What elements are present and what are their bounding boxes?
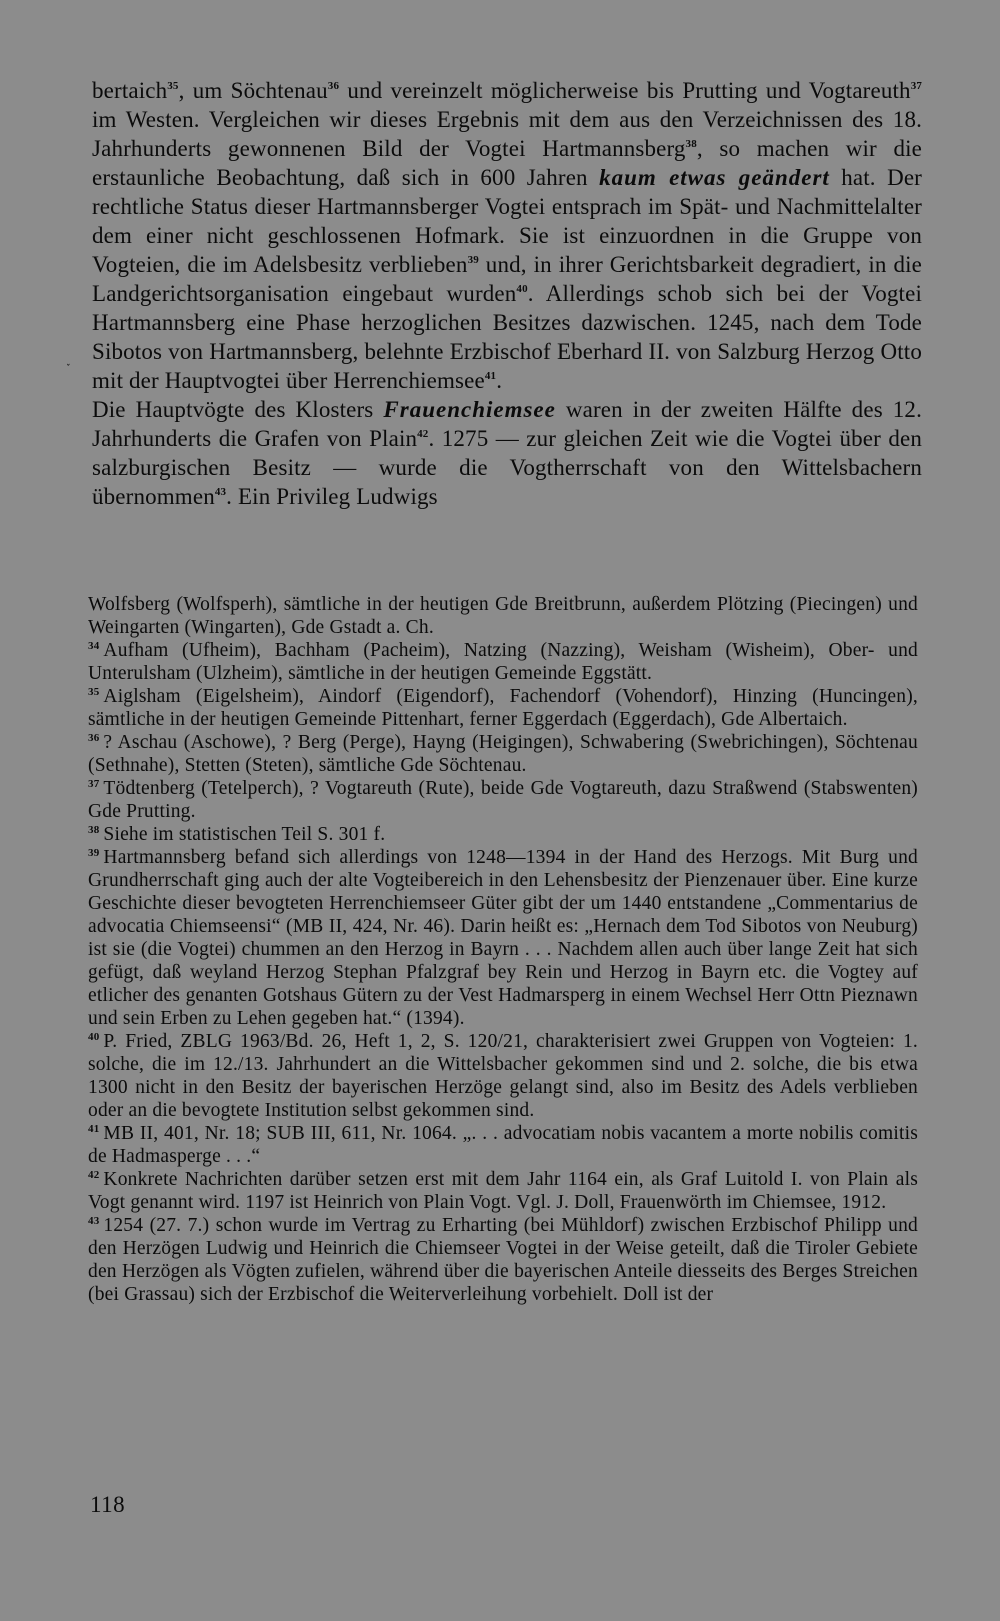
footnote-number: 35 <box>88 686 100 698</box>
footnote-text: Aiglsham (Eigelsheim), Aindorf (Eigendorf), Fachendorf (Vohendorf), Hinzing (Huncingen), sämtliche in der heutigen Gemeinde Pittenhart, ferner Eggerdach (Eggerdach), Gde Albertaich. <box>88 686 918 730</box>
text-run: und, in ihrer Gerichtsbarkeit degradiert, in die Landgerichtsorganisation eingebaut wurden <box>92 252 922 306</box>
footnote-ref-41[interactable]: 41 <box>484 370 497 382</box>
emphasis-text: Frauenchiemsee <box>383 397 556 422</box>
footnote-number: 42 <box>88 1169 100 1181</box>
footnote-text: Siehe im statistischen Teil S. 301 f. <box>103 824 386 845</box>
footnote-37 <box>88 777 918 823</box>
footnote-ref-37[interactable]: 37 <box>910 80 922 92</box>
footnote-text: P. Fried, ZBLG 1963/Bd. 26, Heft 1, 2, S. 120/21, charakterisiert zwei Gruppen von Vogteien: 1. solche, die im 12./13. Jahrhundert an die Wittelsbacher gekommen sind und 2. solche, die bis etwa 1300 nicht in den Besitz der bayerischen Herzöge gelangt sind, also im Besitz des Adels verblieben oder an die bevogtete Institution selbst gekommen sind. <box>88 1031 918 1121</box>
footnote-text: Aufham (Ufheim), Bachham (Pacheim), Natzing (Nazzing), Weisham (Wisheim), Ober- und Unterulsham (Ulzheim), sämtliche in der heutigen Gemeinde Eggstätt. <box>88 640 918 684</box>
footnote-number: 39 <box>88 847 100 859</box>
footnote-number: 37 <box>88 778 100 790</box>
text-run: . <box>496 368 503 393</box>
footnote-ref-36[interactable]: 36 <box>327 80 340 92</box>
text-run: hat. Der rechtliche Status dieser Hartmannsberger Vogtei entsprach im Spät- und Nachmittelalter dem einer nicht geschlossenen Hofmark. Sie ist einzuordnen in die Gruppe von Vogteien, die im Adelsbesitz verblieben <box>92 165 922 277</box>
footnote-36 <box>88 731 918 777</box>
text-run: . Ein Privileg Ludwigs <box>226 484 438 509</box>
footnote-text: Wolfsberg (Wolfsperh), sämtliche in der heutigen Gde Breitbrunn, außerdem Plötzing (Piecingen) und Weingarten (Wingarten), Gde Gstadt a. Ch. <box>88 594 918 638</box>
footnote-34 <box>88 639 918 685</box>
footnote-ref-40[interactable]: 40 <box>516 283 528 295</box>
footnote-text: Konkrete Nachrichten darüber setzen erst mit dem Jahr 1164 ein, als Graf Luitold I. von Plain als Vogt genannt wird. 1197 ist Heinrich von Plain Vogt. Vgl. J. Doll, Frauenwörth im Chiemsee, 1912. <box>88 1169 918 1213</box>
text-run: . 1275 — zur gleichen Zeit wie die Vogtei über den salzburgischen Besitz — wurde die Vogtherrschaft von den Wittelsbachern übernommen <box>92 426 922 509</box>
main-paragraph-1 <box>92 76 922 395</box>
footnote-number: 41 <box>88 1123 100 1135</box>
footnote-text: MB II, 401, Nr. 18; SUB III, 611, Nr. 1064. „. . . advocatiam nobis vacantem a morte nobilis comitis de Hadmasperge . . .“ <box>88 1123 918 1167</box>
footnote-number: 43 <box>88 1215 100 1227</box>
footnote-42 <box>88 1168 918 1214</box>
footnote-number: 34 <box>88 640 100 652</box>
footnote-number: 38 <box>88 824 100 836</box>
footnotes-block <box>88 593 918 1306</box>
main-paragraph-2 <box>92 395 922 511</box>
footnote-text: ? Aschau (Aschowe), ? Berg (Perge), Hayng (Heigingen), Schwabering (Swebrichingen), Söchtenau (Sethnahe), Stetten (Steten), sämtliche Gde Söchtenau. <box>88 732 918 776</box>
footnote-number: 36 <box>88 732 100 744</box>
footnote-text: Hartmannsberg befand sich allerdings von 1248—1394 in der Hand des Herzogs. Mit Burg und Grundherrschaft ging auch der alte Vogteibereich in den Lehensbesitz der Pienzenauer über. Eine kurze Geschichte dieser bevogteten Herrenchiemseer Güter gibt der um 1440 entstandene „Commentarius de advocatia Chiemseensi“ (MB II, 424, Nr. 46). Darin heißt es: „Hernach dem Tod Sibotos von Neuburg) ist sie (die Vogtei) chummen an den Herzog in Bayrn . . . Nachdem allen auch über lange Zeit hat sich gefügt, daß weyland Herzog Stephan Pfalzgraf bey Rein und Herzog in Bayrn etc. die Vogtey auf etlicher des genanten Gotshaus Gütern zu der Vest Hadmarsperg in einem Wechsel Herr Ottn Pieznawn und sein Erben zu Lehen gegeben hat.“ (1394). <box>88 847 918 1029</box>
footnote-ref-43[interactable]: 43 <box>214 486 227 498</box>
page-number: 118 <box>90 1492 126 1517</box>
footnote-continuation <box>88 593 918 639</box>
emphasis-text: kaum etwas geändert <box>599 165 830 190</box>
text-run: . Allerdings schob sich bei der Vogtei Hartmannsberg eine Phase herzoglichen Besitzes dazwischen. 1245, nach dem Tode Sibotos von Hartmannsberg, belehnte Erzbischof Eberhard II. von Salzburg Herzog Otto mit der Hauptvogtei über Herrenchiemsee <box>92 281 922 393</box>
main-text-block <box>92 76 922 511</box>
text-run: , so machen wir die erstaunliche Beobachtung, daß sich in 600 Jahren <box>92 136 922 190</box>
footnote-35 <box>88 685 918 731</box>
text-run: im Westen. Vergleichen wir dieses Ergebnis mit dem aus den Verzeichnissen des 18. Jahrhunderts gewonnenen Bild der Vogtei Hartmannsberg <box>92 107 922 161</box>
footnote-ref-35[interactable]: 35 <box>167 80 179 92</box>
footnote-38 <box>88 823 918 846</box>
footnote-ref-38[interactable]: 38 <box>685 138 697 150</box>
margin-mark: ˯ <box>66 352 71 367</box>
footnote-number: 40 <box>88 1031 100 1043</box>
footnote-text: 1254 (27. 7.) schon wurde im Vertrag zu Erharting (bei Mühldorf) zwischen Erzbischof Philipp und den Herzögen Ludwig und Heinrich die Chiemseer Vogtei in der Weise geteilt, daß die Tiroler Gebiete den Herzögen als Vögten zufielen, während über die bayerischen Anteile diesseits des Berges Streichen (bei Grassau) sich der Erzbischof die Weiterverleihung vorbehielt. Doll ist der <box>88 1215 918 1305</box>
text-run: Die Hauptvögte des Klosters <box>92 397 384 422</box>
footnote-43 <box>88 1214 918 1306</box>
text-run: und vereinzelt möglicherweise bis Prutting und Vogtareuth <box>339 78 911 103</box>
footnote-text: Tödtenberg (Tetelperch), ? Vogtareuth (Rute), beide Gde Vogtareuth, dazu Straßwend (Stabswenten) Gde Prutting. <box>88 778 918 822</box>
text-run: waren in der zweiten Hälfte des 12. Jahrhunderts die Grafen von Plain <box>92 397 922 451</box>
text-run: bertaich <box>92 78 168 103</box>
footnote-41 <box>88 1122 918 1168</box>
footnote-ref-39[interactable]: 39 <box>467 254 479 266</box>
text-run: , um Söchtenau <box>178 78 328 103</box>
footnote-39 <box>88 846 918 1030</box>
footnote-40 <box>88 1030 918 1122</box>
footnote-ref-42[interactable]: 42 <box>417 428 429 440</box>
